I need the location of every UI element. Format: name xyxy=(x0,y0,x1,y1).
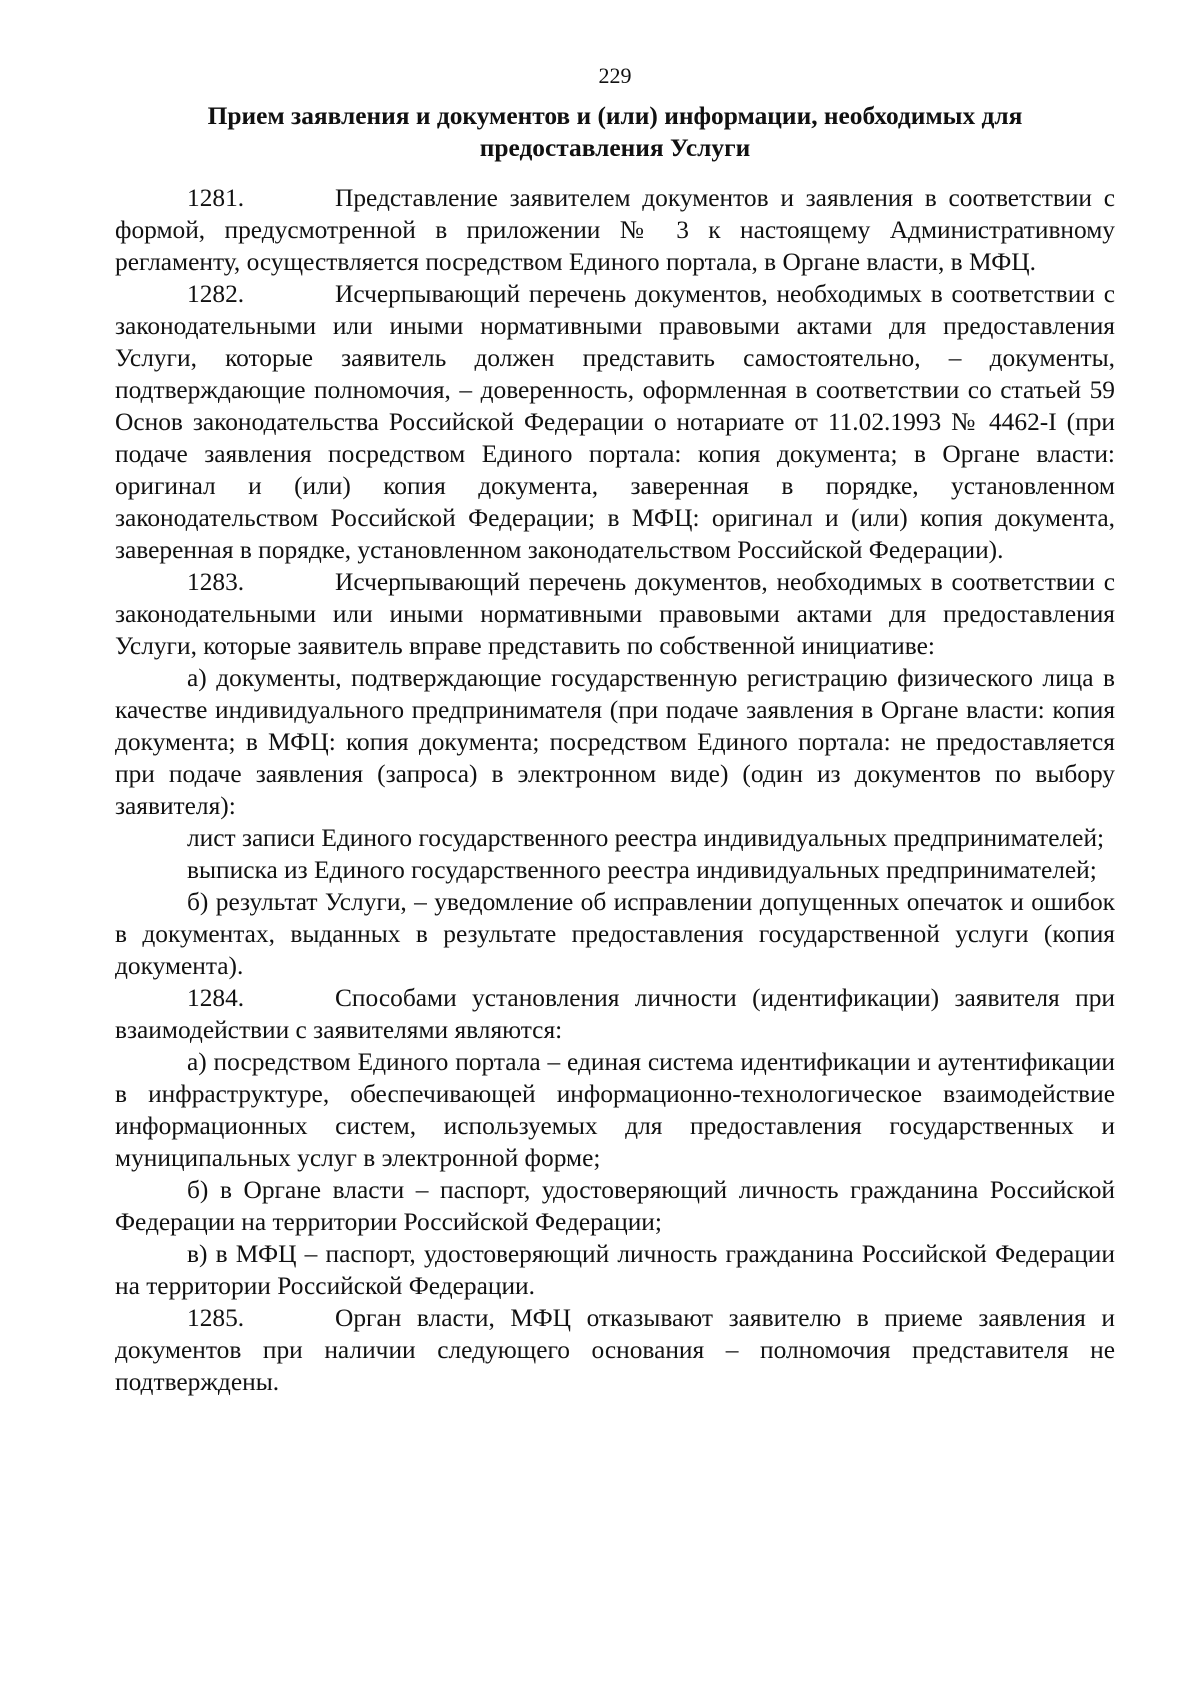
paragraph-text-1281: Представление заявителем документов и заявления в соответствии с формой, предусмотренной в приложении № 3 к настоящему Административному регламенту, осуществляется посредством Единого портала, в Органе власти, в МФЦ. xyxy=(115,184,1115,276)
paragraph-number-1281: 1281. xyxy=(187,184,245,212)
paragraph-text-1284: Способами установления личности (идентификации) заявителя при взаимодействии с заявителями являются: xyxy=(115,984,1115,1044)
list-item-register-extract: выписка из Единого государственного реестра индивидуальных предпринимателей; xyxy=(187,856,1097,884)
subparagraph-1284-b: б) в Органе власти – паспорт, удостоверяющий личность гражданина Российской Федерации на территории Российской Федерации; xyxy=(115,1176,1115,1236)
paragraph-number-1284: 1284. xyxy=(187,984,245,1012)
paragraph-text-1282: Исчерпывающий перечень документов, необходимых в соответствии с законодательными или иными нормативными правовыми актами для предоставления Услуги, которые заявитель должен представить самостоятельно, – документы, подтверждающие полномочия, – доверенность, оформленная в соответствии со статьей 59 Основ законодательства Российской Федерации о нотариате от 11.02.1993 № 4462-I (при подаче заявления посредством Единого портала: копия документа; в Органе власти: оригинал и (или) копия документа, заверенная в порядке, установленном законодательством Российской Федерации; в МФЦ: оригинал и (или) копия документа, заверенная в порядке, установленном законодательством Российской Федерации). xyxy=(115,280,1115,564)
paragraph-number-1285: 1285. xyxy=(187,1304,245,1332)
document-page xyxy=(115,62,1115,1398)
paragraph-text-1285: Орган власти, МФЦ отказывают заявителю в приеме заявления и документов при наличии следующего основания – полномочия представителя не подтверждены. xyxy=(115,1304,1115,1396)
subparagraph-1283-b: б) результат Услуги, – уведомление об исправлении допущенных опечаток и ошибок в документах, выданных в результате предоставления государственной услуги (копия документа). xyxy=(115,888,1115,980)
page-number: 229 xyxy=(598,63,632,88)
section-heading-line-1: Прием заявления и документов и (или) информации, необходимых для xyxy=(207,102,1023,130)
paragraph-1282 xyxy=(115,278,1115,566)
section-heading-line-2: предоставления Услуги xyxy=(479,134,751,162)
paragraph-text-1283: Исчерпывающий перечень документов, необходимых в соответствии с законодательными или иными нормативными правовыми актами для предоставления Услуги, которые заявитель вправе представить по собственной инициативе: xyxy=(115,568,1115,660)
subparagraph-1284-c: в) в МФЦ – паспорт, удостоверяющий личность гражданина Российской Федерации на территории Российской Федерации. xyxy=(115,1240,1115,1300)
subparagraph-1284-a: а) посредством Единого портала – единая система идентификации и аутентификации в инфраструктуре, обеспечивающей информационно-технологическое взаимодействие информационных систем, используемых для предоставления государственных и муниципальных услуг в электронной форме; xyxy=(115,1048,1115,1172)
section-heading xyxy=(115,100,1115,164)
paragraph-1285 xyxy=(115,1302,1115,1398)
paragraph-number-1283: 1283. xyxy=(187,568,245,596)
subparagraph-1283-a: а) документы, подтверждающие государственную регистрацию физического лица в качестве индивидуального предпринимателя (при подаче заявления в Органе власти: копия документа; в МФЦ: копия документа; посредством Единого портала: не предоставляется при подаче заявления (запроса) в электронном виде) (один из документов по выбору заявителя): xyxy=(115,664,1115,820)
paragraph-1281 xyxy=(115,182,1115,278)
paragraph-1283 xyxy=(115,566,1115,662)
list-item-register-sheet: лист записи Единого государственного реестра индивидуальных предпринимателей; xyxy=(187,824,1105,852)
paragraph-number-1282: 1282. xyxy=(187,280,245,308)
paragraph-1284 xyxy=(115,982,1115,1046)
